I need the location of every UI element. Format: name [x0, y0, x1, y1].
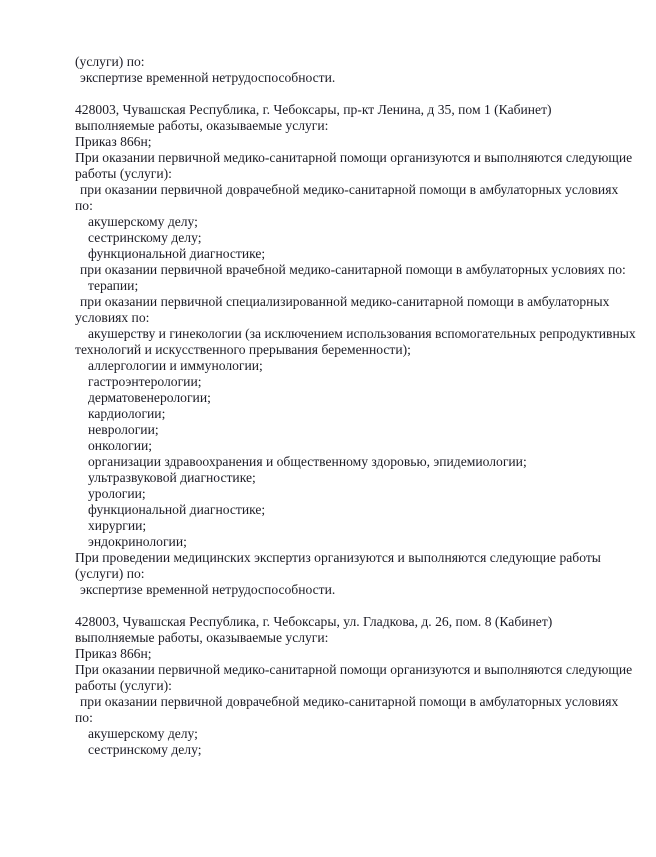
text-line: (услуги) по: [75, 566, 145, 581]
text-line: экспертизе временной нетрудоспособности. [80, 582, 336, 597]
blank-line [75, 86, 635, 102]
text-line: выполняемые работы, оказываемые услуги: [75, 630, 329, 645]
text-line: онкологии; [88, 438, 153, 453]
text-line: организации здравоохранения и общественному здоровью, эпидемиологии; [88, 454, 527, 469]
text-line: эндокринологии; [88, 534, 187, 549]
text-line: При проведении медицинских экспертиз организуются и выполняются следующие работы [75, 550, 601, 565]
text-line: по: [75, 710, 93, 725]
document-page [75, 54, 635, 758]
text-line: технологий и искусственного прерывания беременности); [75, 342, 411, 357]
text-line: неврологии; [88, 422, 159, 437]
text-line: по: [75, 198, 93, 213]
text-line: работы (услуги): [75, 166, 172, 181]
text-line: дерматовенерологии; [88, 390, 211, 405]
text-line: при оказании первичной доврачебной медико-санитарной помощи в амбулаторных условиях [80, 182, 619, 197]
text-line: терапии; [88, 278, 139, 293]
text-line: условиях по: [75, 310, 150, 325]
text-line: гастроэнтерологии; [88, 374, 202, 389]
text-line: 428003, Чувашская Республика, г. Чебоксары, ул. Гладкова, д. 26, пом. 8 (Кабинет) [75, 614, 553, 629]
blank-line [75, 598, 635, 614]
text-line: кардиологии; [88, 406, 166, 421]
text-line: При оказании первичной медико-санитарной помощи организуются и выполняются следующие [75, 150, 633, 165]
text-line: Приказ 866н; [75, 134, 152, 149]
text-line: работы (услуги): [75, 678, 172, 693]
text-line: экспертизе временной нетрудоспособности. [80, 70, 336, 85]
text-line: урологии; [88, 486, 146, 501]
text-line: (услуги) по: [75, 54, 145, 69]
text-line: сестринскому делу; [88, 230, 202, 245]
text-line: функциональной диагностике; [88, 502, 266, 517]
text-line: акушерству и гинекологии (за исключением использования вспомогательных репродуктивных [88, 326, 636, 341]
text-line: хирургии; [88, 518, 147, 533]
text-line: 428003, Чувашская Республика, г. Чебоксары, пр-кт Ленина, д 35, пом 1 (Кабинет) [75, 102, 552, 117]
text-line: сестринскому делу; [88, 742, 202, 757]
text-line: Приказ 866н; [75, 646, 152, 661]
text-line: при оказании первичной врачебной медико-санитарной помощи в амбулаторных условиях по: [80, 262, 626, 277]
text-line: при оказании первичной специализированной медико-санитарной помощи в амбулаторных [80, 294, 610, 309]
text-line: ультразвуковой диагностике; [88, 470, 256, 485]
text-line: функциональной диагностике; [88, 246, 266, 261]
text-line: акушерскому делу; [88, 726, 198, 741]
text-line: При оказании первичной медико-санитарной помощи организуются и выполняются следующие [75, 662, 633, 677]
text-line: аллергологии и иммунологии; [88, 358, 263, 373]
text-line: при оказании первичной доврачебной медико-санитарной помощи в амбулаторных условиях [80, 694, 619, 709]
text-line: выполняемые работы, оказываемые услуги: [75, 118, 329, 133]
text-line: акушерскому делу; [88, 214, 198, 229]
